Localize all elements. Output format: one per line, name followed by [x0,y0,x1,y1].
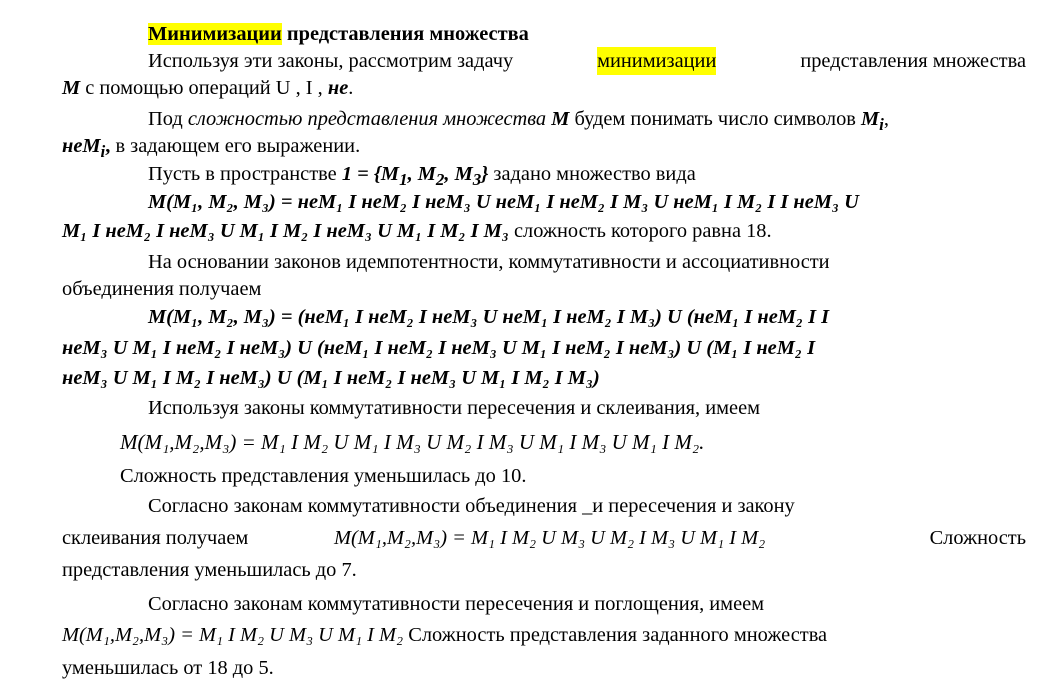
para2-sub-i2: i [100,142,106,162]
expr1-line2-formula: M₁ I неM₂ I неM₃ U M₁ I M₂ I неM₃ U M₁ I M₂ I M₃ [62,220,509,242]
para1-text-b: представления множества [800,50,1026,72]
sub-1: 1 [399,170,408,190]
para7-line2 [62,524,1026,552]
para1-highlight: минимизации [597,47,716,75]
para8-line1: Согласно законам коммутативности пересечения и поглощения, имеем [148,593,765,615]
para1-end: . [348,77,354,99]
para6: Сложность представления уменьшилась до 10. [120,465,527,487]
section-heading [148,20,1026,48]
expr2-line3: неM₃ U M₁ I M₂ I неM₃) U (M₁ I неM₂ I неM₃ U M₁ I M₂ I M₃) [62,367,600,389]
para3-m2: , M [407,163,436,185]
para2-rest: в задающем его выражении. [110,135,361,157]
para8-line3: уменьшилась от 18 до 5. [62,657,274,679]
para3-close: } [481,163,489,185]
document-page [62,0,1026,690]
para1-text-a: Используя эти законы, рассмотрим задачу [148,50,514,72]
expr2-line2: неM₃ U M₁ I неM₂ I неM₃) U (неM₁ I неM₂ I неM₃ U M₁ I неM₂ I неM₃) U (M₁ I неM₂ I [62,337,815,359]
formula-10-rhs: M₁ I M₂ U M₁ I M₃ U M₂ I M₃ U M₁ I M₃ U M₁ I M₂. [261,430,705,454]
formula-7: M(M₁,M₂,M₃) = M₁ I M₂ U M₃ U M₂ I M₃ U M₁ I M₂ [334,527,766,549]
para7-line1: Согласно законам коммутативности объединения _и пересечения и закону [148,495,795,517]
heading-highlight: Минимизации [148,23,282,45]
para8-line2 [62,621,1026,649]
para3-space: 1 = {M [341,163,400,185]
para2-neMi: неM [62,135,101,157]
para3-text: Пусть в пространстве [148,163,342,185]
formula-5: M(M₁,M₂,M₃) = M₁ I M₂ U M₃ U M₁ I M₂ [62,624,404,646]
para2-comma: , [883,108,889,130]
para4-line2: объединения получаем [62,278,262,300]
para1-line2 [62,74,1026,102]
sub-2: 2 [435,170,445,190]
para2-Mi: M [861,108,880,130]
heading-rest: представления множества [281,23,529,45]
para2-M: M [546,108,570,130]
para2-line2 [62,132,1026,160]
para2-sub-i: i [879,115,884,135]
para2-text-b: будем понимать число символов [569,108,861,130]
para4-line1: На основании законов идемпотентности, коммутативности и ассоциативности [148,251,830,273]
para7-text-b: Сложность [929,527,1026,549]
para2-text-a: Под [148,108,188,130]
para3 [148,160,1026,188]
para3-rest: задано множество вида [488,163,696,185]
formula-10 [120,428,1026,456]
para7-line3: представления уменьшилась до 7. [62,559,357,581]
expr1-line1: M(M₁, M₂, M₃) = неM₁ I неM₂ I неM₃ U неM₁ I неM₂ I M₃ U неM₁ I M₂ I I неM₃ U [148,191,859,213]
sub-3: 3 [472,170,482,190]
set-M: M [62,77,81,99]
expr2-line1: M(M₁, M₂, M₃) = (неM₁ I неM₂ I неM₃ U неM₁ I неM₂ I M₃) U (неM₁ I неM₂ I I [148,306,830,328]
op-ne: не [327,77,349,99]
expr1-line2-rest: сложность которого равна 18. [508,220,772,242]
expr1-line2 [62,217,1026,245]
para8-text-b: Сложность представления заданного множества [403,624,828,646]
para1-line1 [148,47,1026,75]
para2-comma2: , [105,135,111,157]
para1-ops: с помощью операций U , I , [80,77,328,99]
para3-m3: , M [444,163,473,185]
para5-text: Используя законы коммутативности пересечения и склеивания, имеем [148,397,761,419]
para2-italic: сложностью представления множества [187,108,547,130]
formula-10-lhs: M(M₁,M₂,M₃) = [120,430,262,454]
para7-text-a: склеивания получаем [62,527,249,549]
para2-line1 [148,105,1026,133]
